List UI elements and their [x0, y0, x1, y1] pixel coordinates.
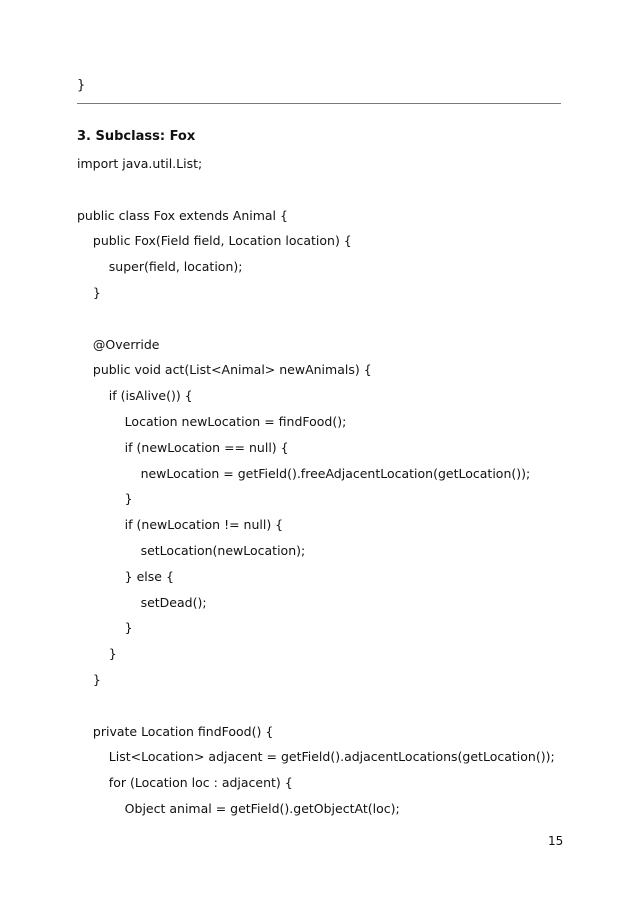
code-line: for (Location loc : adjacent) {: [77, 775, 293, 791]
code-line: Location newLocation = findFood();: [77, 413, 347, 429]
code-line: }: [77, 646, 117, 662]
code-line: }: [77, 284, 101, 300]
code-line: if (isAlive()) {: [77, 388, 193, 404]
code-line: if (newLocation != null) {: [77, 517, 284, 533]
code-line: [77, 181, 555, 207]
section-heading: 3. Subclass: Fox: [77, 129, 196, 144]
code-line: List<Location> adjacent = getField().adjacentLocations(getLocation());: [77, 749, 555, 765]
code-line: @Override: [77, 336, 160, 352]
code-line: public void act(List<Animal> newAnimals) {: [77, 362, 372, 378]
code-line: if (newLocation == null) {: [77, 439, 289, 455]
code-line: super(field, location);: [77, 259, 243, 275]
code-line: [77, 697, 555, 723]
code-line: setDead();: [77, 594, 207, 610]
code-line: [77, 310, 555, 336]
code-line: setLocation(newLocation);: [77, 542, 306, 558]
code-line: Object animal = getField().getObjectAt(loc);: [77, 800, 400, 816]
horizontal-divider: [77, 103, 561, 104]
page-number: 15: [548, 834, 564, 848]
code-line: public class Fox extends Animal {: [77, 207, 288, 223]
code-line: }: [77, 671, 101, 687]
code-line: } else {: [77, 568, 174, 584]
closing-brace: }: [77, 78, 86, 93]
code-line: newLocation = getField().freeAdjacentLocation(getLocation());: [77, 465, 531, 481]
code-line: }: [77, 491, 133, 507]
code-line: import java.util.List;: [77, 156, 203, 171]
code-line: private Location findFood() {: [77, 723, 274, 739]
code-line: }: [77, 620, 133, 636]
code-listing: [77, 155, 555, 826]
code-line: public Fox(Field field, Location location) {: [77, 233, 352, 249]
